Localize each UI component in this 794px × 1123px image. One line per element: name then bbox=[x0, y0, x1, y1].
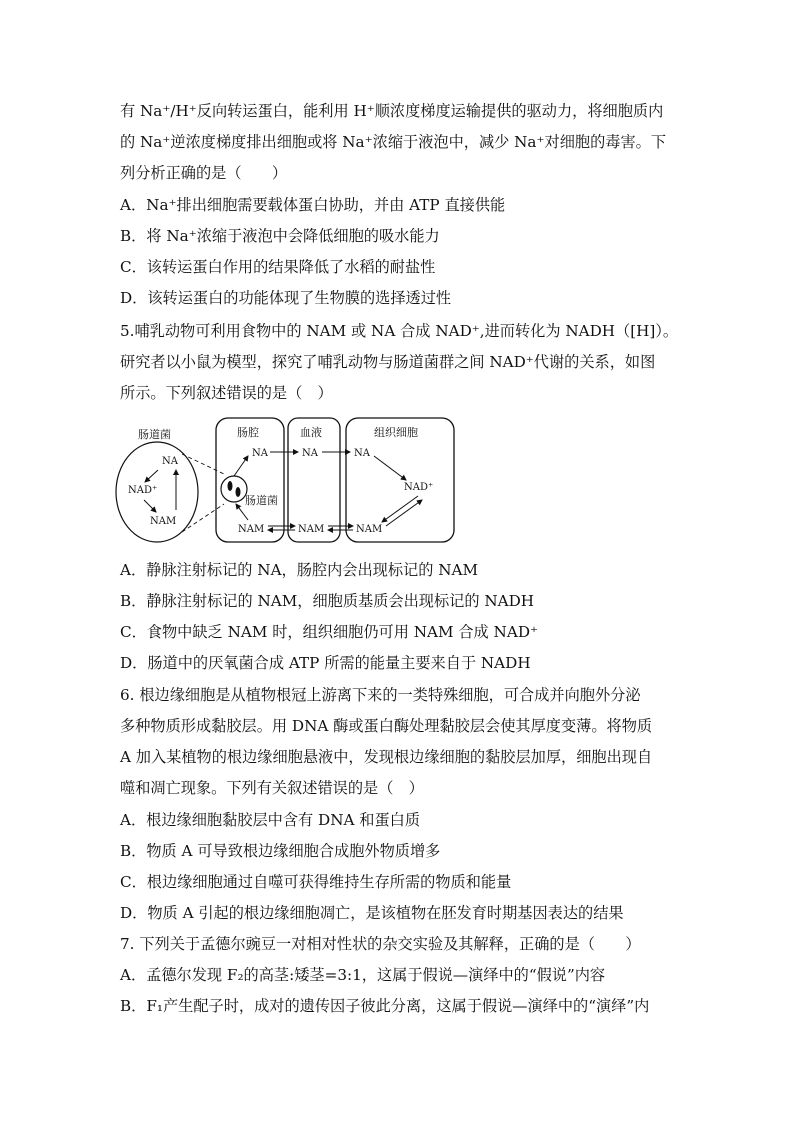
text-line: 的 Na⁺逆浓度梯度排出细胞或将 Na⁺浓缩于液泡中，减少 Na⁺对细胞的毒害。下 bbox=[120, 133, 667, 151]
option-c: C．食物中缺乏 NAM 时，组织细胞仍可用 NAM 合成 NAD⁺ bbox=[120, 623, 539, 641]
option-a: A．根边缘细胞黏胶层中含有 DNA 和蛋白质 bbox=[120, 811, 421, 829]
nam-label: NAM bbox=[298, 524, 325, 535]
nad-label: NAD⁺ bbox=[404, 482, 434, 493]
option-b: B．物质 A 可导致根边缘细胞合成胞外物质增多 bbox=[120, 842, 441, 860]
option-c: C．该转运蛋白作用的结果降低了水稻的耐盐性 bbox=[120, 258, 436, 276]
option-d: D．肠道中的厌氧菌合成 ATP 所需的能量主要来自于 NADH bbox=[120, 654, 531, 672]
nad-label: NAD⁺ bbox=[128, 485, 158, 496]
bacterium-circle bbox=[221, 476, 247, 502]
na-label: NA bbox=[302, 448, 318, 459]
question-7-stem: 7. 下列关于孟德尔豌豆一对相对性状的杂交实验及其解释，正确的是（ ） bbox=[120, 935, 641, 953]
question-6-stem: A 加入某植物的根边缘细胞悬液中，发现根边缘细胞的黏胶层加厚，细胞出现自 bbox=[120, 748, 653, 766]
option-b: B．静脉注射标记的 NAM，细胞质基质会出现标记的 NADH bbox=[120, 592, 535, 610]
option-b: B．将 Na⁺浓缩于液泡中会降低细胞的吸水能力 bbox=[120, 227, 440, 245]
option-d: D．物质 A 引起的根边缘细胞凋亡，是该植物在胚发育时期基因表达的结果 bbox=[120, 904, 624, 922]
na-label: NA bbox=[162, 456, 178, 467]
text-line: 有 Na⁺/H⁺反向转运蛋白，能利用 H⁺顺浓度梯度运输提供的驱动力，将细胞质内 bbox=[120, 102, 664, 120]
tissue-label: 组织细胞 bbox=[374, 426, 418, 439]
gut-lumen-label: 肠腔 bbox=[237, 426, 259, 439]
gut-bacteria-label: 肠道菌 bbox=[245, 494, 278, 507]
option-a: A．孟德尔发现 F₂的高茎:矮茎=3:1，这属于假说—演绎中的“假说”内容 bbox=[120, 966, 606, 984]
option-d: D．该转运蛋白的功能体现了生物膜的选择透过性 bbox=[120, 289, 452, 307]
blood-label: 血液 bbox=[300, 426, 322, 439]
question-6-stem: 多种物质形成黏胶层。用 DNA 酶或蛋白酶处理黏胶层会使其厚度变薄。将物质 bbox=[120, 717, 653, 735]
question-6-stem: 噬和凋亡现象。下列有关叙述错误的是（ ） bbox=[120, 779, 424, 797]
nam-label: NAM bbox=[356, 524, 383, 535]
question-5-stem: 5.哺乳动物可利用食物中的 NAM 或 NA 合成 NAD⁺,进而转化为 NADH（[H]）。 bbox=[120, 322, 679, 340]
question-5-stem: 研究者以小鼠为模型，探究了哺乳动物与肠道菌群之间 NAD⁺代谢的关系，如图 bbox=[120, 353, 656, 371]
text-line: 列分析正确的是（ ） bbox=[120, 164, 288, 182]
question-5-stem: 所示。下列叙述错误的是（ ） bbox=[120, 384, 333, 402]
nam-label: NAM bbox=[238, 524, 265, 535]
nam-label: NAM bbox=[150, 516, 177, 527]
na-label: NA bbox=[252, 448, 268, 459]
na-label: NA bbox=[354, 448, 370, 459]
question-6-stem: 6. 根边缘细胞是从植物根冠上游离下来的一类特殊细胞，可合成并向胞外分泌 bbox=[120, 686, 641, 704]
bacteria-title: 肠道菌 bbox=[138, 428, 171, 441]
nad-metabolism-diagram bbox=[112, 412, 462, 546]
option-a: A．静脉注射标记的 NA，肠腔内会出现标记的 NAM bbox=[120, 561, 479, 579]
option-b: B．F₁产生配子时，成对的遗传因子彼此分离，这属于假说—演绎中的“演绎”内 bbox=[120, 997, 650, 1015]
option-a: A．Na⁺排出细胞需要载体蛋白协助，并由 ATP 直接供能 bbox=[120, 196, 506, 214]
option-c: C．根边缘细胞通过自噬可获得维持生存所需的物质和能量 bbox=[120, 873, 512, 891]
